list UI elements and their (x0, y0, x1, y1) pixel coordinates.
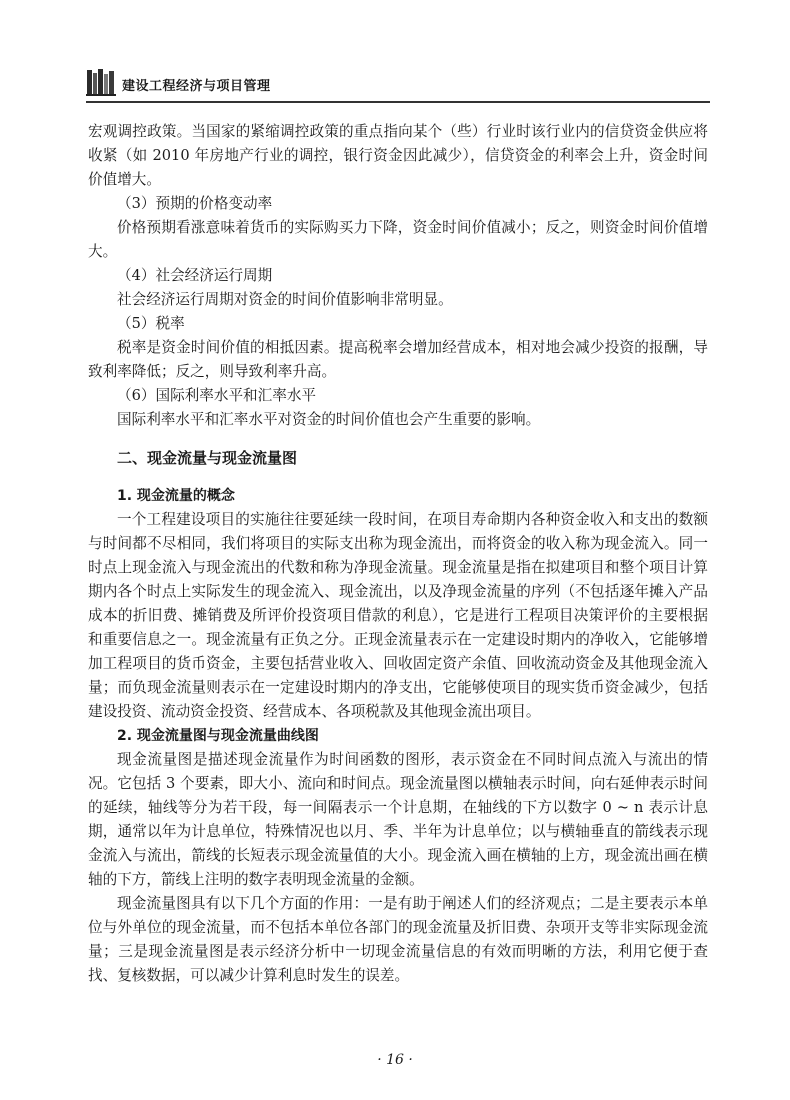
item-6-text: 国际利率水平和汇率水平对资金的时间价值也会产生重要的影响。 (117, 411, 541, 428)
subsection-2-paragraph-2: 现金流量图具有以下几个方面的作用：一是有助于阐述人们的经济观点；二是主要表示本单位与外单位的现金流量，而不包括本单位各部门的现金流量及折旧费、杂项开支等非实际现金流量；三是现金流量图是表示经济分析中一切现金流量信息的有效而明晰的方法，利用它便于查找、复核数据，可以减少计算利息时发生的误差。 (88, 895, 708, 984)
subsection-2-heading: 2. 现金流量图与现金流量曲线图 (117, 728, 319, 744)
item-4-heading: （4）社会经济运行周期 (117, 267, 273, 284)
item-6-heading: （6）国际利率水平和汇率水平 (117, 387, 317, 404)
subsection-1-paragraph: 一个工程建设项目的实施往往要延续一段时间，在项目寿命期内各种资金收入和支出的数额与时间都不尽相同，我们将项目的实际支出称为现金流出，而将资金的收入称为现金流入。同一时点上现金流入与现金流出的代数和称为净现金流量。现金流量是指在拟建项目和整个项目计算期内各个时点上实际发生的现金流入、现金流出，以及净现金流量的序列（不包括逐年摊入产品成本的折旧费、摊销费及所评价投资项目借款的利息），它是进行工程项目决策评价的主要根据和重要信息之一。现金流量有正负之分。正现金流量表示在一定建设时期内的净收入，它能够增加工程项目的货币资金，主要包括营业收入、回收固定资产余值、回收流动资金及其他现金流入量；而负现金流量则表示在一定建设时期内的净支出，它能够使项目的现实货币资金减少，包括建设投资、流动资金投资、经营成本、各项税款及其他现金流出项目。 (88, 511, 708, 720)
intro-paragraph: 宏观调控政策。当国家的紧缩调控政策的重点指向某个（些）行业时该行业内的信贷资金供应将收紧（如 2010 年房地产行业的调控，银行资金因此减少），信贷资金的利率会上升，资金时间价值增大。 (88, 123, 708, 188)
books-icon (86, 68, 116, 96)
running-header (86, 66, 710, 102)
item-3-text: 价格预期看涨意味着货币的实际购买力下降，资金时间价值减小；反之，则资金时间价值增大。 (88, 219, 708, 260)
page-number: · 16 · (377, 1052, 413, 1068)
item-3-heading: （3）预期的价格变动率 (117, 195, 273, 212)
item-4-text: 社会经济运行周期对资金的时间价值影响非常明显。 (117, 291, 453, 308)
subsection-2-paragraph-1: 现金流量图是描述现金流量作为时间函数的图形，表示资金在不同时间点流入与流出的情况。它包括 3 个要素，即大小、流向和时间点。现金流量图以横轴表示时间，向右延伸表示时间的延续，轴线等分为若干段，每一间隔表示一个计息期，在轴线的下方以数字 0 ~ n 表示计息期，通常以年为计息单位，特殊情况也以月、季、半年为计息单位；以与横轴垂直的箭线表示现金流入与流出，箭线的长短表示现金流量值的大小。现金流入画在横轴的上方，现金流出画在横轴的下方，箭线上注明的数字表明现金流量的金额。 (88, 751, 708, 888)
item-5-text: 税率是资金时间价值的相抵因素。提高税率会增加经营成本，相对地会减少投资的报酬，导致利率降低；反之，则导致利率升高。 (88, 339, 708, 380)
book-title: 建设工程经济与项目管理 (122, 79, 271, 94)
item-5-heading: （5）税率 (117, 315, 185, 332)
section-2-heading: 二、现金流量与现金流量图 (117, 449, 298, 467)
page-body (88, 120, 708, 988)
subsection-1-heading: 1. 现金流量的概念 (117, 488, 235, 504)
header-divider (86, 101, 710, 103)
